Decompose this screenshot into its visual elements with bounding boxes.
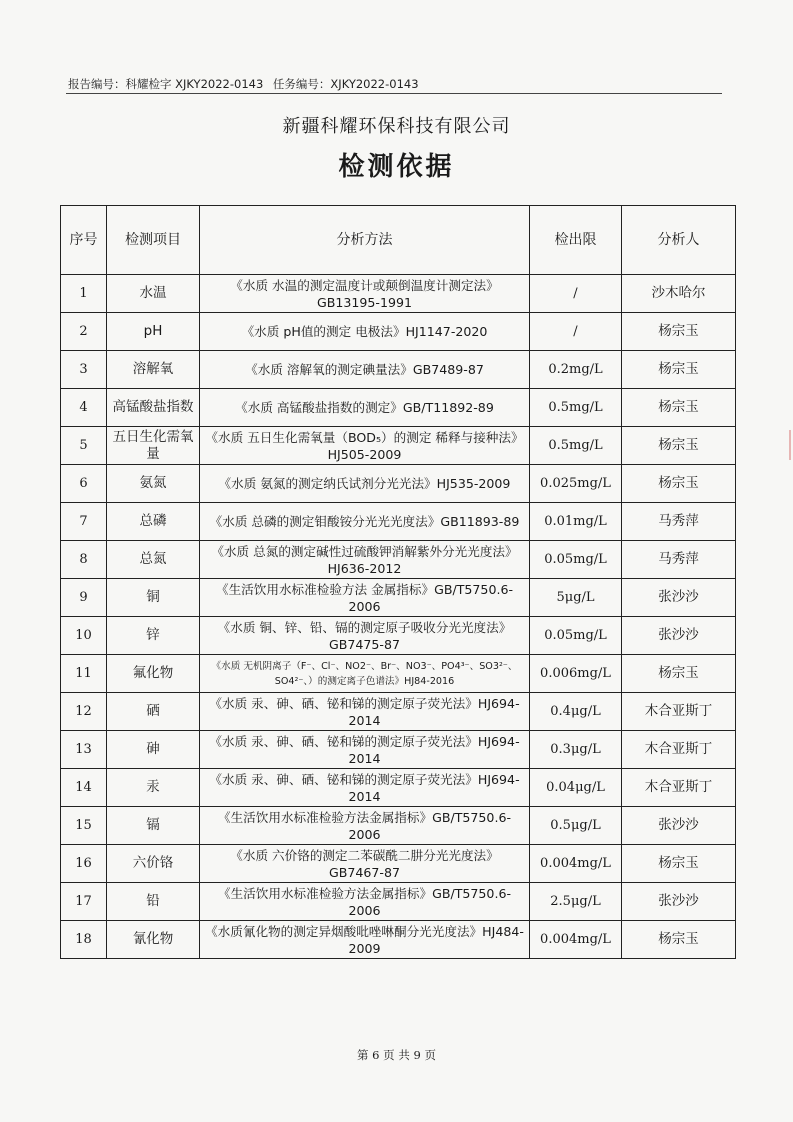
table-row [61, 503, 736, 541]
cell-method: 《水质 pH值的测定 电极法》HJ1147-2020 [200, 313, 530, 351]
cell-item: 氟化物 [107, 655, 200, 693]
cell-limit: 0.004mg/L [530, 845, 622, 883]
cell-item: 总磷 [107, 503, 200, 541]
cell-limit: / [530, 313, 622, 351]
cell-method: 《水质 总磷的测定钼酸铵分光光光度法》GB11893-89 [200, 503, 530, 541]
cell-method: 《生活饮用水标准检验方法金属指标》GB/T5750.6-2006 [200, 807, 530, 845]
table-row [61, 617, 736, 655]
table-row [61, 921, 736, 959]
cell-limit: 0.01mg/L [530, 503, 622, 541]
table-row [61, 389, 736, 427]
task-number: 任务编号：XJKY2022-0143 [272, 77, 419, 91]
cell-item: 硒 [107, 693, 200, 731]
cell-no: 13 [61, 731, 107, 769]
cell-limit: / [530, 275, 622, 313]
report-header [68, 76, 425, 92]
cell-limit: 0.4μg/L [530, 693, 622, 731]
cell-item: 溶解氧 [107, 351, 200, 389]
cell-person: 杨宗玉 [622, 427, 736, 465]
table-row [61, 427, 736, 465]
cell-limit: 0.025mg/L [530, 465, 622, 503]
cell-person: 马秀萍 [622, 541, 736, 579]
cell-no: 15 [61, 807, 107, 845]
cell-limit: 0.05mg/L [530, 617, 622, 655]
cell-limit: 0.006mg/L [530, 655, 622, 693]
cell-no: 18 [61, 921, 107, 959]
cell-method: 《水质 氨氮的测定纳氏试剂分光光法》HJ535-2009 [200, 465, 530, 503]
table-row [61, 655, 736, 693]
cell-item: 水温 [107, 275, 200, 313]
cell-no: 2 [61, 313, 107, 351]
table-row [61, 351, 736, 389]
header-method: 分析方法 [200, 206, 530, 275]
cell-no: 8 [61, 541, 107, 579]
cell-person: 张沙沙 [622, 807, 736, 845]
cell-person: 沙木哈尔 [622, 275, 736, 313]
cell-method: 《水质 汞、砷、硒、铋和锑的测定原子荧光法》HJ694-2014 [200, 731, 530, 769]
cell-person: 木合亚斯丁 [622, 769, 736, 807]
cell-no: 7 [61, 503, 107, 541]
table-row [61, 769, 736, 807]
cell-no: 10 [61, 617, 107, 655]
table-row [61, 845, 736, 883]
cell-no: 4 [61, 389, 107, 427]
cell-limit: 0.5mg/L [530, 389, 622, 427]
cell-no: 11 [61, 655, 107, 693]
cell-person: 杨宗玉 [622, 465, 736, 503]
cell-no: 12 [61, 693, 107, 731]
cell-person: 杨宗玉 [622, 655, 736, 693]
cell-person: 木合亚斯丁 [622, 731, 736, 769]
cell-method: 《水质 汞、砷、硒、铋和锑的测定原子荧光法》HJ694-2014 [200, 769, 530, 807]
cell-item: 氨氮 [107, 465, 200, 503]
seal-fragment [771, 430, 791, 460]
cell-person: 张沙沙 [622, 579, 736, 617]
cell-item: 铅 [107, 883, 200, 921]
table-row [61, 465, 736, 503]
table-row [61, 693, 736, 731]
cell-no: 16 [61, 845, 107, 883]
cell-method: 《水质 六价铬的测定二苯碳酰二肼分光光度法》GB7467-87 [200, 845, 530, 883]
table-body [61, 275, 736, 959]
cell-method: 《水质 汞、砷、硒、铋和锑的测定原子荧光法》HJ694-2014 [200, 693, 530, 731]
cell-method: 《水质 高锰酸盐指数的测定》GB/T11892-89 [200, 389, 530, 427]
table-row [61, 883, 736, 921]
header-no: 序号 [61, 206, 107, 275]
table-header-row [61, 206, 736, 275]
cell-no: 5 [61, 427, 107, 465]
cell-limit: 0.04μg/L [530, 769, 622, 807]
table-row [61, 313, 736, 351]
cell-person: 张沙沙 [622, 883, 736, 921]
cell-no: 3 [61, 351, 107, 389]
cell-limit: 0.5mg/L [530, 427, 622, 465]
cell-no: 17 [61, 883, 107, 921]
table-row [61, 275, 736, 313]
cell-person: 杨宗玉 [622, 845, 736, 883]
header-limit: 检出限 [530, 206, 622, 275]
cell-limit: 0.004mg/L [530, 921, 622, 959]
cell-item: 汞 [107, 769, 200, 807]
header-person: 分析人 [622, 206, 736, 275]
cell-method: 《水质氰化物的测定异烟酸吡唑啉酮分光光度法》HJ484-2009 [200, 921, 530, 959]
cell-item: 高锰酸盐指数 [107, 389, 200, 427]
cell-method: 《生活饮用水标准检验方法金属指标》GB/T5750.6-2006 [200, 883, 530, 921]
cell-item: 总氮 [107, 541, 200, 579]
cell-person: 杨宗玉 [622, 389, 736, 427]
cell-limit: 0.3μg/L [530, 731, 622, 769]
page-number: 第 6 页 共 9 页 [357, 1048, 436, 1062]
cell-item: 锌 [107, 617, 200, 655]
cell-limit: 0.2mg/L [530, 351, 622, 389]
cell-method: 《水质 铜、锌、铅、镉的测定原子吸收分光光度法》GB7475-87 [200, 617, 530, 655]
cell-item: 铜 [107, 579, 200, 617]
table-row [61, 579, 736, 617]
cell-method: 《水质 溶解氧的测定碘量法》GB7489-87 [200, 351, 530, 389]
report-number: 报告编号：科耀检字 XJKY2022-0143 [68, 77, 264, 91]
company-name: 新疆科耀环保科技有限公司 [282, 116, 511, 137]
header-divider [66, 93, 722, 94]
cell-method: 《生活饮用水标准检验方法 金属指标》GB/T5750.6-2006 [200, 579, 530, 617]
cell-method: 《水质 五日生化需氧量（BOD₅）的测定 稀释与接种法》HJ505-2009 [200, 427, 530, 465]
cell-person: 杨宗玉 [622, 921, 736, 959]
cell-method: 《水质 水温的测定温度计或颠倒温度计测定法》GB13195-1991 [200, 275, 530, 313]
cell-limit: 0.05mg/L [530, 541, 622, 579]
table-row [61, 731, 736, 769]
cell-limit: 5μg/L [530, 579, 622, 617]
cell-person: 张沙沙 [622, 617, 736, 655]
cell-person: 马秀萍 [622, 503, 736, 541]
cell-limit: 0.5μg/L [530, 807, 622, 845]
cell-person: 杨宗玉 [622, 313, 736, 351]
cell-limit: 2.5μg/L [530, 883, 622, 921]
detection-basis-table [60, 205, 736, 959]
cell-no: 1 [61, 275, 107, 313]
cell-item: 氰化物 [107, 921, 200, 959]
cell-method: 《水质 总氮的测定碱性过硫酸钾消解紫外分光光度法》HJ636-2012 [200, 541, 530, 579]
table-row [61, 807, 736, 845]
cell-person: 木合亚斯丁 [622, 693, 736, 731]
table-row [61, 541, 736, 579]
header-item: 检测项目 [107, 206, 200, 275]
cell-no: 6 [61, 465, 107, 503]
cell-no: 14 [61, 769, 107, 807]
cell-no: 9 [61, 579, 107, 617]
cell-item: 六价铬 [107, 845, 200, 883]
page-title: 检测依据 [338, 152, 455, 182]
cell-item: 镉 [107, 807, 200, 845]
cell-person: 杨宗玉 [622, 351, 736, 389]
cell-item: 五日生化需氧量 [107, 427, 200, 465]
cell-method: 《水质 无机阴离子（F⁻、Cl⁻、NO2⁻、Br⁻、NO3⁻、PO4³⁻、SO3²⁻、SO4²⁻、）的测定离子色谱法》HJ84-2016 [200, 655, 530, 693]
cell-item: pH [107, 313, 200, 351]
cell-item: 砷 [107, 731, 200, 769]
